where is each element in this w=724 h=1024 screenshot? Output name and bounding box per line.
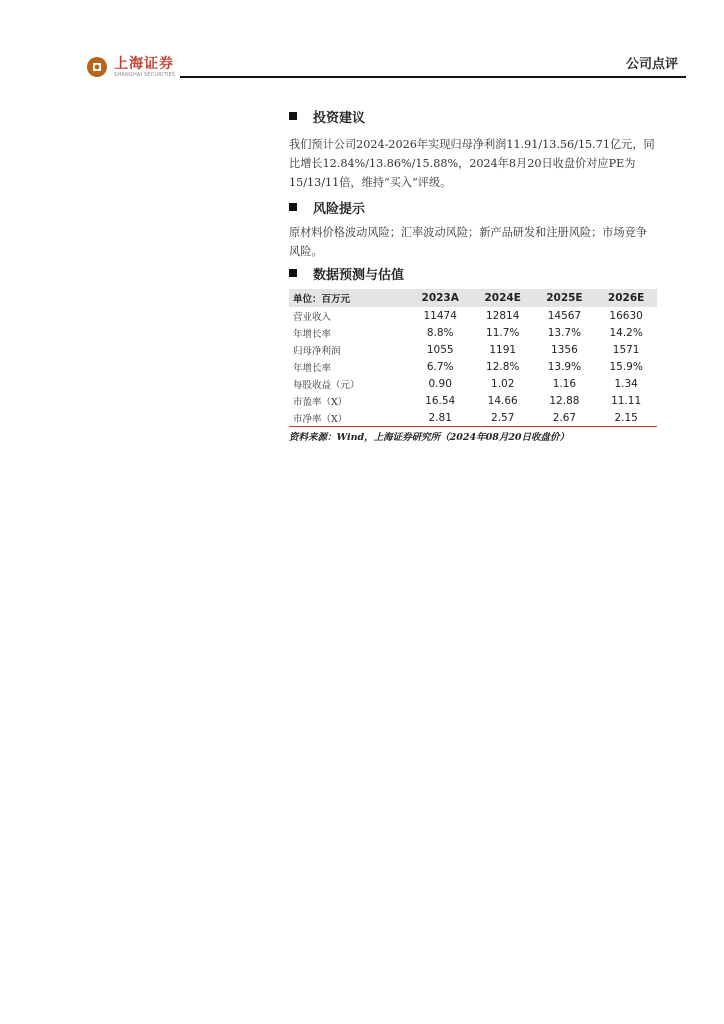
table-unit-label: 单位：百万元 bbox=[289, 289, 409, 307]
section-risk-title-text: 风险提示 bbox=[313, 201, 366, 217]
risk-paragraph: 原材料价格波动风险；汇率波动风险；新产品研发和注册风险；市场竞争风险。 bbox=[289, 226, 648, 258]
table-cell: 1356 bbox=[551, 343, 578, 356]
table-row bbox=[289, 341, 657, 358]
section-forecast-title bbox=[289, 263, 657, 283]
row-label: 每股收益（元） bbox=[293, 379, 360, 391]
table-cell: 14.66 bbox=[487, 394, 518, 407]
table-cell: 12.8% bbox=[486, 360, 520, 373]
company-logo bbox=[86, 56, 175, 78]
bullet-square-icon bbox=[289, 203, 297, 211]
table-cell: 16.54 bbox=[425, 394, 456, 407]
table-cell: 1.16 bbox=[552, 377, 577, 390]
table-cell: 16630 bbox=[609, 309, 643, 322]
section-invest-title-text: 投资建议 bbox=[313, 110, 366, 126]
table-cell: 11.7% bbox=[486, 326, 520, 339]
bullet-square-icon bbox=[289, 269, 297, 277]
forecast-table bbox=[289, 289, 657, 427]
table-cell: 13.7% bbox=[547, 326, 582, 339]
invest-paragraph: 我们预计公司2024-2026年实现归母净利润11.91/13.56/15.71亿元，同比增长12.84%/13.86%/15.88%，2024年8月20日收盘价对应PE为15/13/11倍，维持“买入”评级。 bbox=[289, 138, 655, 189]
table-cell: 12.88 bbox=[549, 394, 580, 407]
table-header-row bbox=[289, 289, 657, 307]
section-risk-title bbox=[289, 197, 657, 217]
table-cell: 2.67 bbox=[534, 409, 596, 427]
table-cell: 6.7% bbox=[426, 360, 454, 373]
table-col-header: 2025E bbox=[534, 289, 596, 307]
table-col-header: 2024E bbox=[472, 289, 534, 307]
table-row bbox=[289, 324, 657, 341]
table-row bbox=[289, 409, 657, 427]
table-row bbox=[289, 307, 657, 324]
row-label: 营业收入 bbox=[293, 311, 332, 323]
section-forecast-title-text: 数据预测与估值 bbox=[313, 267, 405, 283]
table-cell: 8.8% bbox=[426, 326, 454, 339]
table-cell: 11.11 bbox=[611, 394, 642, 407]
table-cell: 1.34 bbox=[614, 377, 638, 390]
table-row bbox=[289, 358, 657, 375]
table-col-header: 2023A bbox=[409, 289, 472, 307]
table-cell: 1055 bbox=[426, 343, 454, 356]
bullet-square-icon bbox=[289, 112, 297, 120]
row-label: 市净率（X） bbox=[289, 409, 409, 427]
table-cell: 2.57 bbox=[472, 409, 534, 427]
table-cell: 14567 bbox=[547, 309, 582, 322]
section-invest-title bbox=[289, 106, 657, 126]
table-cell: 13.9% bbox=[547, 360, 582, 373]
table-cell: 0.90 bbox=[428, 377, 452, 390]
table-cell: 1.02 bbox=[491, 377, 515, 390]
table-cell: 2.81 bbox=[409, 409, 472, 427]
header-rule bbox=[180, 76, 686, 78]
document-type: 公司点评 bbox=[625, 57, 678, 72]
table-row bbox=[289, 392, 657, 409]
page-header bbox=[0, 0, 724, 82]
logo-mark-icon bbox=[86, 56, 108, 78]
row-label: 市盈率（X） bbox=[293, 396, 348, 408]
table-cell: 15.9% bbox=[609, 360, 643, 373]
table-cell: 12814 bbox=[486, 309, 520, 322]
row-label: 年增长率 bbox=[293, 362, 332, 374]
table-cell: 1191 bbox=[489, 343, 517, 356]
row-label: 归母净利润 bbox=[293, 345, 341, 357]
table-source-note: 资料来源：Wind，上海证券研究所（2024年08月20日收盘价） bbox=[289, 432, 570, 443]
logo-text-en: SHANGHAI SECURITIES bbox=[114, 71, 176, 78]
logo-text-cn: 上海证券 bbox=[114, 55, 174, 72]
row-label: 年增长率 bbox=[293, 328, 332, 340]
main-content bbox=[289, 106, 657, 443]
table-cell: 14.2% bbox=[609, 326, 643, 339]
table-cell: 2.15 bbox=[595, 409, 657, 427]
table-col-header: 2026E bbox=[595, 289, 657, 307]
table-row bbox=[289, 375, 657, 392]
table-cell: 1571 bbox=[612, 343, 640, 356]
table-cell: 11474 bbox=[423, 309, 457, 322]
